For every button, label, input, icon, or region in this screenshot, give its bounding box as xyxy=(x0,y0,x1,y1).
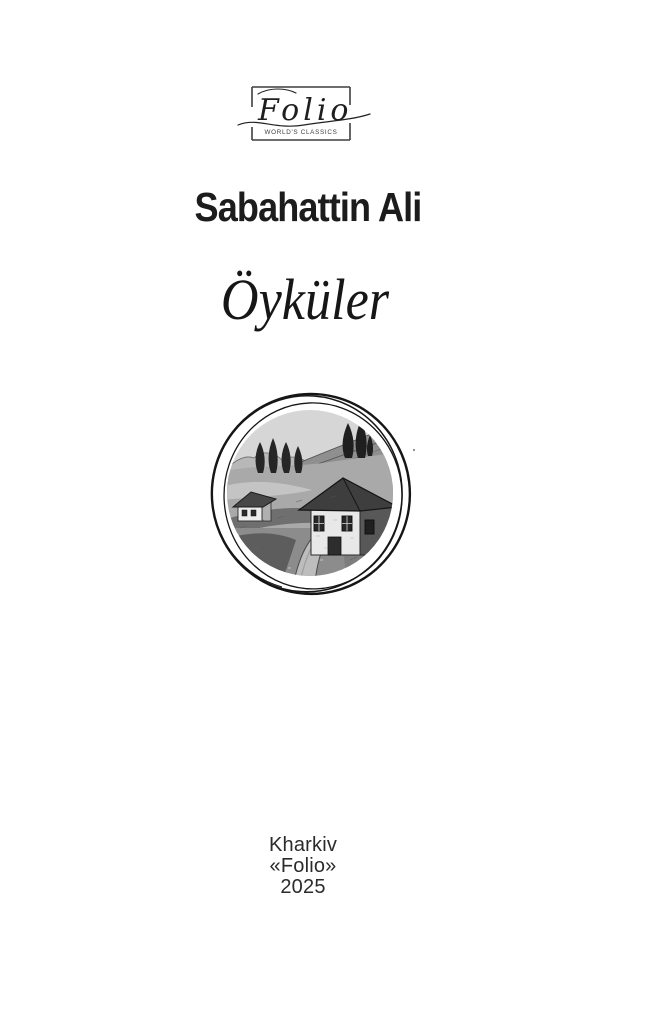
imprint-city: Kharkiv xyxy=(268,834,338,856)
imprint xyxy=(0,835,606,898)
publisher-logo xyxy=(234,79,374,143)
imprint-publisher: «Folio» xyxy=(269,855,337,877)
author-name: Sabahattin Ali xyxy=(194,184,422,230)
imprint-year: 2025 xyxy=(280,876,326,898)
book-title: Öyküler xyxy=(220,267,390,332)
ink-speck xyxy=(413,449,415,451)
logo-brand-script: Folio xyxy=(258,93,353,128)
logo-tagline: WORLD'S CLASSICS xyxy=(264,129,338,136)
cover-illustration xyxy=(200,390,420,600)
